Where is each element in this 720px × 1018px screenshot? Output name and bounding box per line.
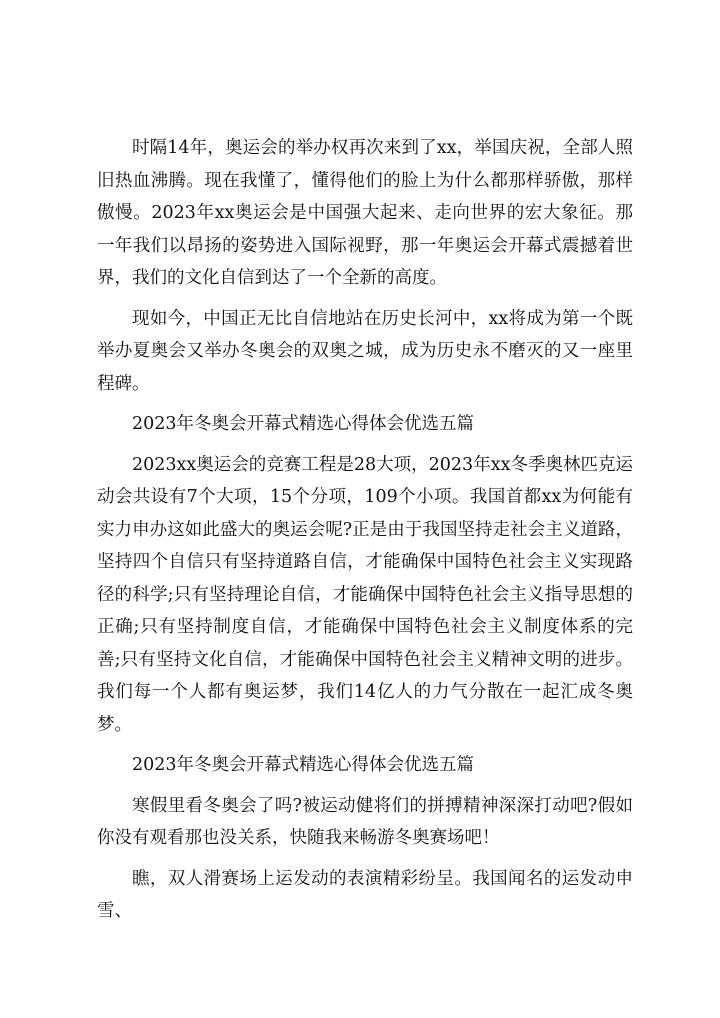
paragraph-winter-break: 寒假里看冬奥会了吗?被运动健将们的拼搏精神深深打动吧?假如你没有观看那也没关系，快随我来畅游冬奥赛场吧！	[97, 795, 633, 848]
document-body	[97, 132, 633, 936]
paragraph-beijing-olympics-return: 时隔14年，奥运会的举办权再次来到了xx，举国庆祝，全部人照旧热血沸腾。现在我懂了，懂得他们的脸上为什么都那样骄傲，那样傲慢。2023年xx奥运会是中国强大起来、走向世界的宏大象征。那一年我们以昂扬的姿势进入国际视野，那一年奥运会开幕式震撼着世界，我们的文化自信到达了一个全新的高度。	[97, 138, 633, 288]
paragraph-pair-skating: 瞧，双人滑赛场上运发动的表演精彩纷呈。我国闻名的运发动申雪、	[97, 868, 633, 921]
paragraph-four-confidences: 2023xx奥运会的竞赛工程是28大项，2023年xx冬季奥林匹克运动会共设有7个大项，15个分项，109个小项。我国首都xx为何能有实力申办这如此盛大的奥运会呢?正是由于我国坚持走社会主义道路，坚持四个自信只有坚持道路自信，才能确保中国特色社会主义实现路径的科学;只有坚持理论自信，才能确保中国特色社会主义指导思想的正确;只有坚持制度自信，才能确保中国特色社会主义制度体系的完善;只有坚持文化自信，才能确保中国特色社会主义精神文明的进步。我们每一个人都有奥运梦，我们14亿人的力气分散在一起汇成冬奥梦。	[97, 454, 633, 735]
section-heading: 2023年冬奥会开幕式精选心得体会优选五篇	[132, 414, 475, 434]
paragraph-dual-olympic-city: 现如今，中国正无比自信地站在历史长河中，xx将成为第一个既举办夏奥会又举办冬奥会的双奥之城，成为历史永不磨灭的又一座里程碑。	[97, 308, 633, 394]
section-heading: 2023年冬奥会开幕式精选心得体会优选五篇	[132, 755, 475, 775]
